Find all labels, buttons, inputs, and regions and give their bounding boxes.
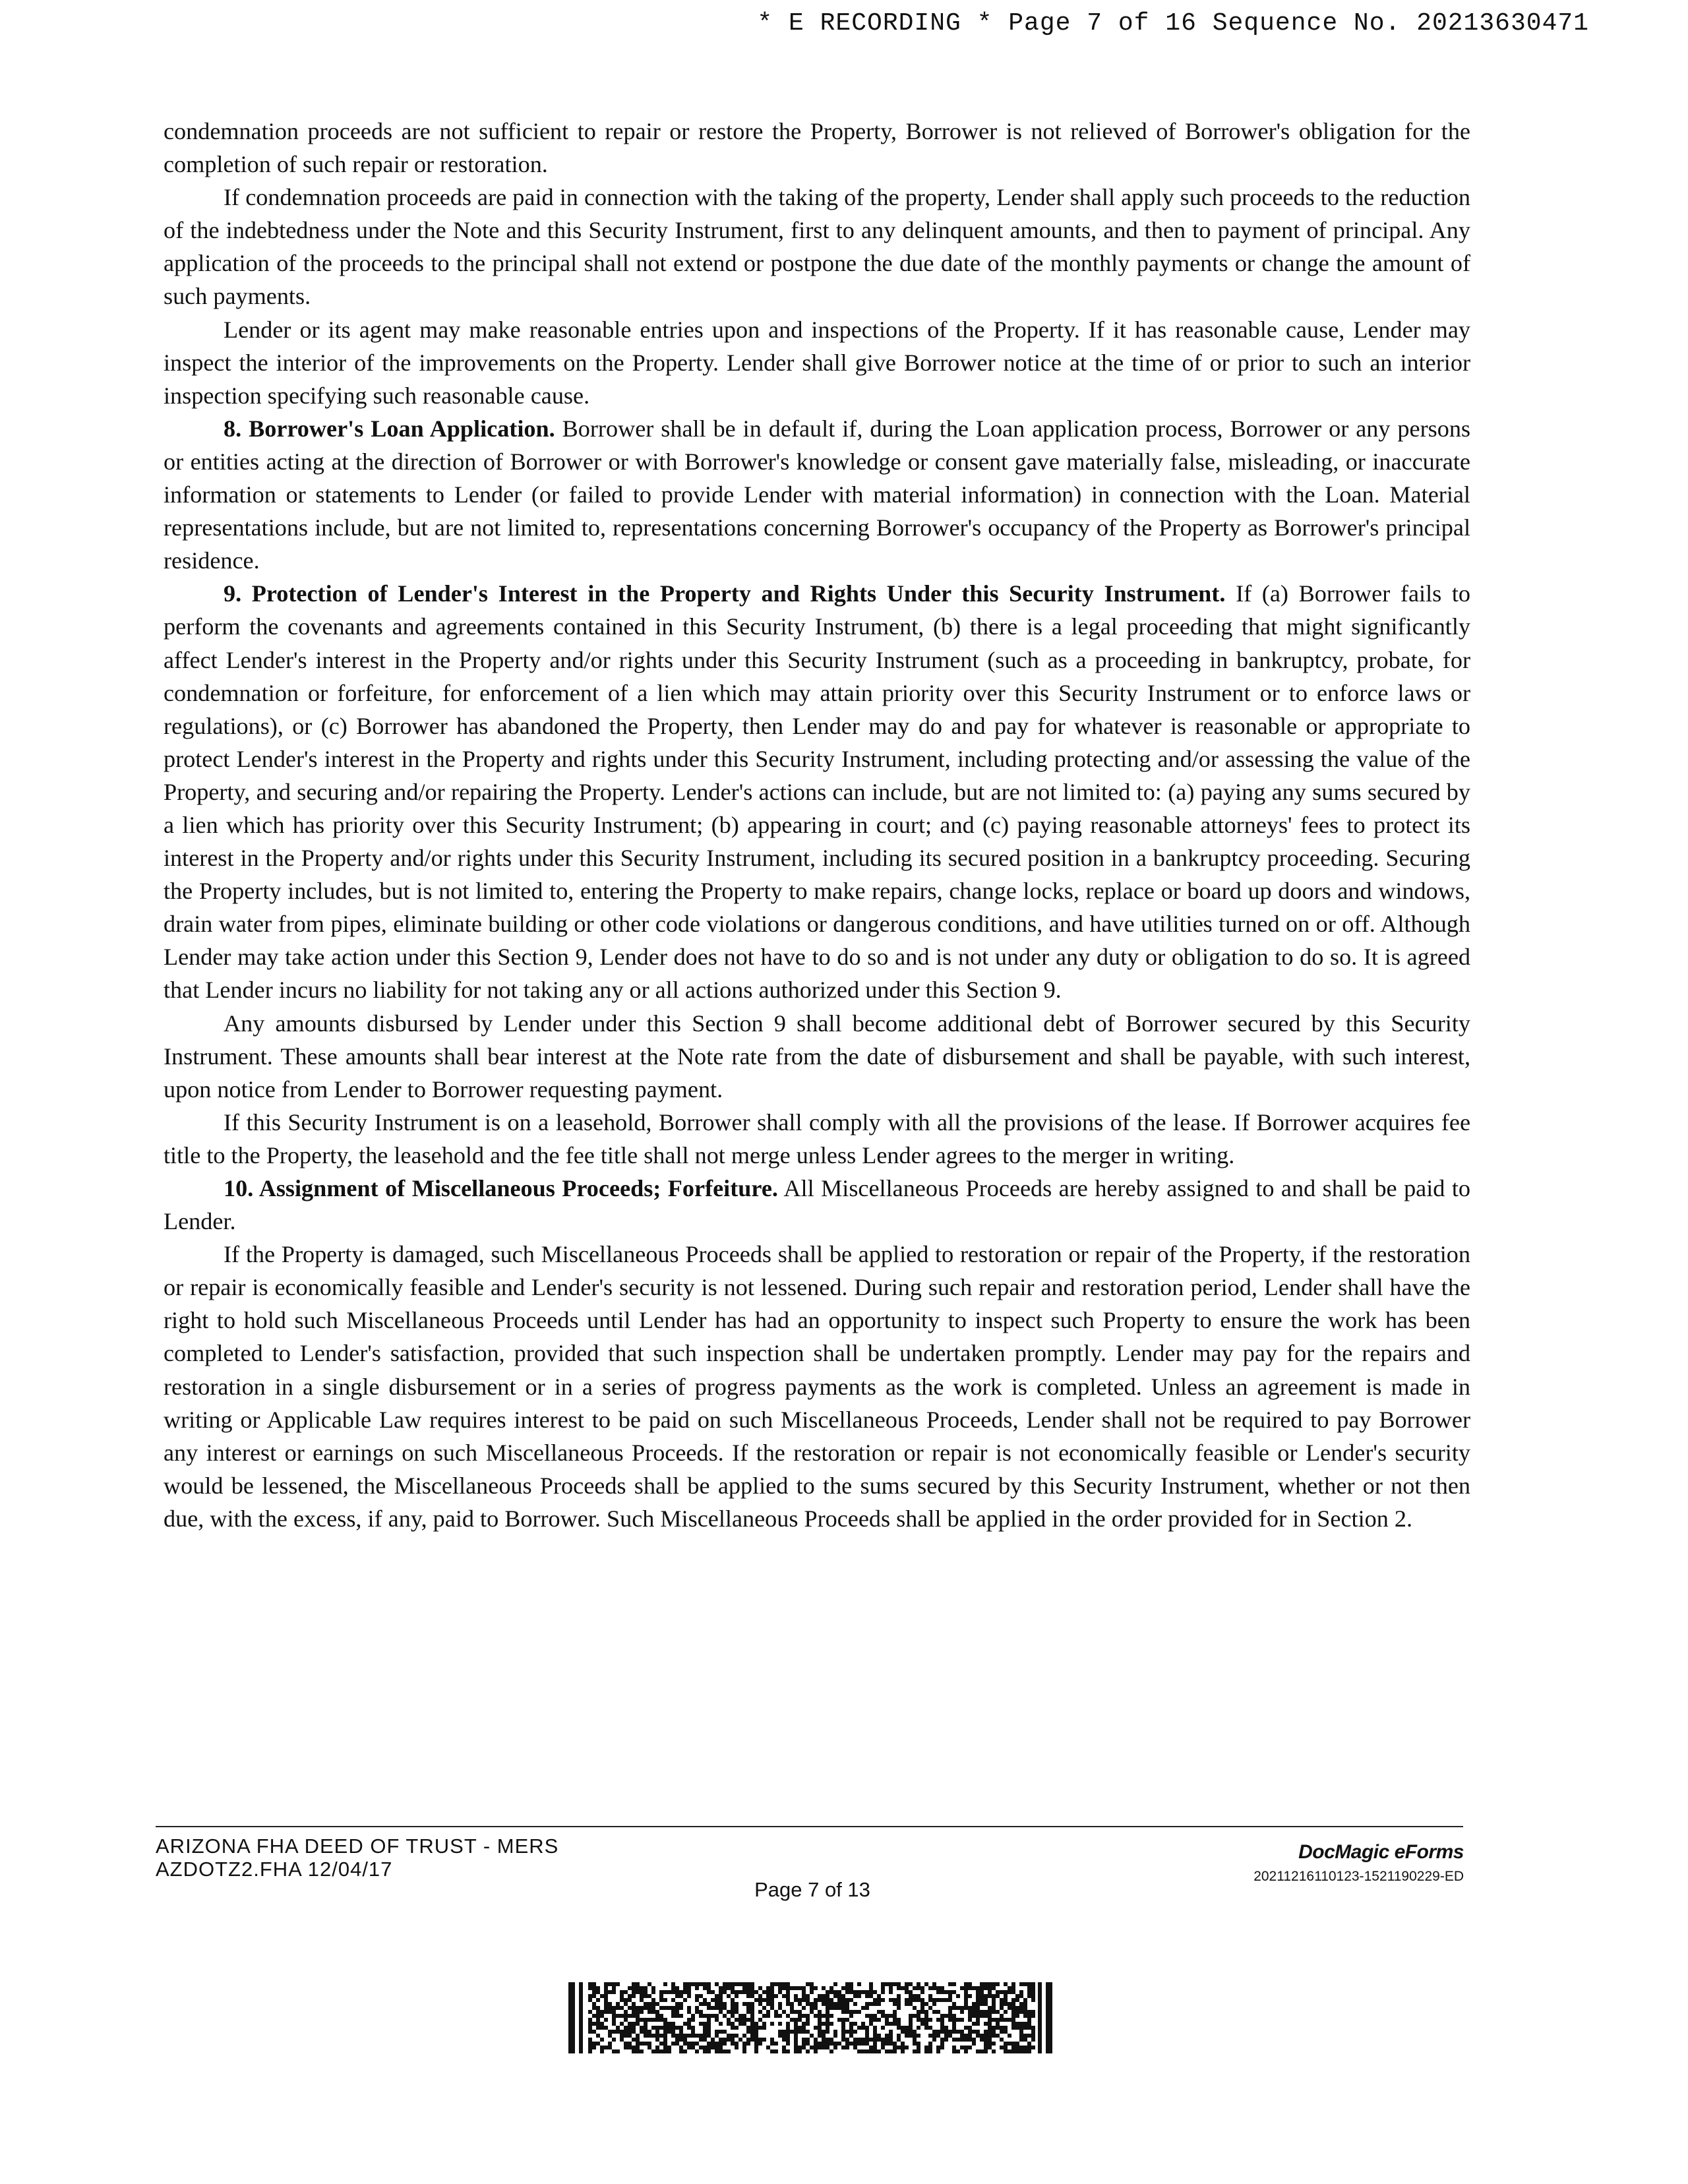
paragraph-text: All Miscellaneous Proceeds are hereby assigned to and shall be paid to Lender. — [164, 1175, 1470, 1235]
section-9-protection-of-interest — [164, 577, 1470, 1006]
paragraph-text: Borrower shall be in default if, during the Loan application process, Borrower or any persons or entities acting at the direction of Borrower or with Borrower's knowledge or consent gave materially false, misleading, or inaccurate information or statements to Lender (or failed to provide Lender with material information) in connection with the Loan. Material representations include, but are not limited to, representations concerning Borrower's occupancy of the Property as Borrower's principal residence. — [164, 415, 1470, 574]
paragraph-text: Any amounts disbursed by Lender under this Section 9 shall become additional debt of Borrower secured by this Security Instrument. These amounts shall bear interest at the Note rate from the date of disbursement and shall be payable, with such interest, upon notice from Lender to Borrower requesting payment. — [164, 1010, 1470, 1103]
section-8-loan-application — [164, 412, 1470, 577]
form-code: AZDOTZ2.FHA 12/04/17 — [156, 1858, 393, 1881]
paragraph-condemnation-proceeds — [164, 181, 1470, 313]
section-heading: 9. Protection of Lender's Interest in the Property and Rights Under this Security Instrument. — [224, 580, 1226, 607]
footer-brand-block — [1253, 1841, 1464, 1885]
paragraph-text: If (a) Borrower fails to perform the covenants and agreements contained in this Security Instrument, (b) there is a legal proceeding that might significantly affect Lender's interest in the Property and/or rights under this Security Instrument (such as a proceeding in bankruptcy, probate, for condemnation or forfeiture, for enforcement of a lien which may attain priority over this Security Instrument or to enforce laws or regulations), or (c) Borrower has abandoned the Property, then Lender may do and pay for whatever is reasonable or appropriate to protect Lender's interest in the Property and rights under this Security Instrument, including protecting and/or assessing the value of the Property, and securing and/or repairing the Property. Lender's actions can include, but are not limited to: (a) paying any sums secured by a lien which has priority over this Security Instrument; (b) appearing in court; and (c) paying reasonable attorneys' fees to protect its interest in the Property and/or rights under this Security Instrument, including its secured position in a bankruptcy proceeding. Securing the Property includes, but is not limited to, entering the Property to make repairs, change locks, replace or board up doors and windows, drain water from pipes, eliminate building or other code violations or dangerous conditions, and have utilities turned on or off. Although Lender may take action under this Section 9, Lender does not have to do so and is not under any duty or obligation to do so. It is agreed that Lender incurs no liability for not taking any or all actions authorized under this Section 9. — [164, 580, 1471, 1004]
document-body — [164, 115, 1470, 1535]
paragraph-text: If condemnation proceeds are paid in connection with the taking of the property, Lender shall apply such proceeds to the reduction of the indebtedness under the Note and this Security Instrument, first to any delinquent amounts, and then to payment of principal. Any application of the proceeds to the principal shall not extend or postpone the due date of the monthly payments or change the amount of such payments. — [164, 184, 1470, 310]
paragraph-leasehold — [164, 1106, 1470, 1172]
footer-divider — [156, 1826, 1463, 1827]
form-title: ARIZONA FHA DEED OF TRUST - MERS — [156, 1835, 559, 1858]
section-heading: 8. Borrower's Loan Application. — [224, 415, 555, 442]
section-heading: 10. Assignment of Miscellaneous Proceeds; Forfeiture. — [224, 1175, 778, 1201]
footer-form-info — [156, 1835, 558, 1881]
paragraph-text: If this Security Instrument is on a leasehold, Borrower shall comply with all the provisions of the lease. If Borrower acquires fee title to the Property, the leasehold and the fee title shall not merge unless Lender agrees to the merger in writing. — [164, 1108, 1470, 1168]
paragraph-amounts-disbursed — [164, 1007, 1470, 1106]
page-number: Page 7 of 13 — [754, 1878, 870, 1901]
paragraph-inspections — [164, 313, 1470, 412]
paragraph-continuation — [164, 115, 1470, 181]
section-10-miscellaneous-proceeds — [164, 1172, 1470, 1238]
document-code: 20211216110123-1521190229-ED — [1253, 1869, 1464, 1884]
paragraph-text: If the Property is damaged, such Miscellaneous Proceeds shall be applied to restoration or repair of the Property, if the restoration or repair is economically feasible and Lender's security is not lessened. During such repair and restoration period, Lender shall have the right to hold such Miscellaneous Proceeds until Lender has had an opportunity to inspect such Property to ensure the work has been completed to Lender's satisfaction, provided that such inspection shall be undertaken promptly. Lender may pay for the repairs and restoration in a single disbursement or in a series of progress payments as the work is completed. Unless an agreement is made in writing or Applicable Law requires interest to be paid on such Miscellaneous Proceeds, Lender shall not be required to pay Borrower any interest or earnings on such Miscellaneous Proceeds. If the restoration or repair is not economically feasible or Lender's security would be lessened, the Miscellaneous Proceeds shall be applied to the sums secured by this Security Instrument, whether or not then due, with the excess, if any, paid to Borrower. Such Miscellaneous Proceeds shall be applied in the order provided for in Section 2. — [164, 1241, 1470, 1532]
recording-header: * E RECORDING * Page 7 of 16 Sequence No. 20213630471 — [757, 9, 1589, 38]
barcode-image — [568, 1982, 1055, 2053]
paragraph-text: condemnation proceeds are not sufficient to repair or restore the Property, Borrower is not relieved of Borrower's obligation for the completion of such repair or restoration. — [164, 118, 1470, 178]
paragraph-text: Lender or its agent may make reasonable entries upon and inspections of the Property. If it has reasonable cause, Lender may inspect the interior of the improvements on the Property. Lender shall give Borrower notice at the time of or prior to such an interior inspection specifying such reasonable cause. — [164, 316, 1470, 409]
paragraph-property-damaged — [164, 1238, 1470, 1535]
docmagic-logo: DocMagic eForms — [1298, 1841, 1464, 1863]
